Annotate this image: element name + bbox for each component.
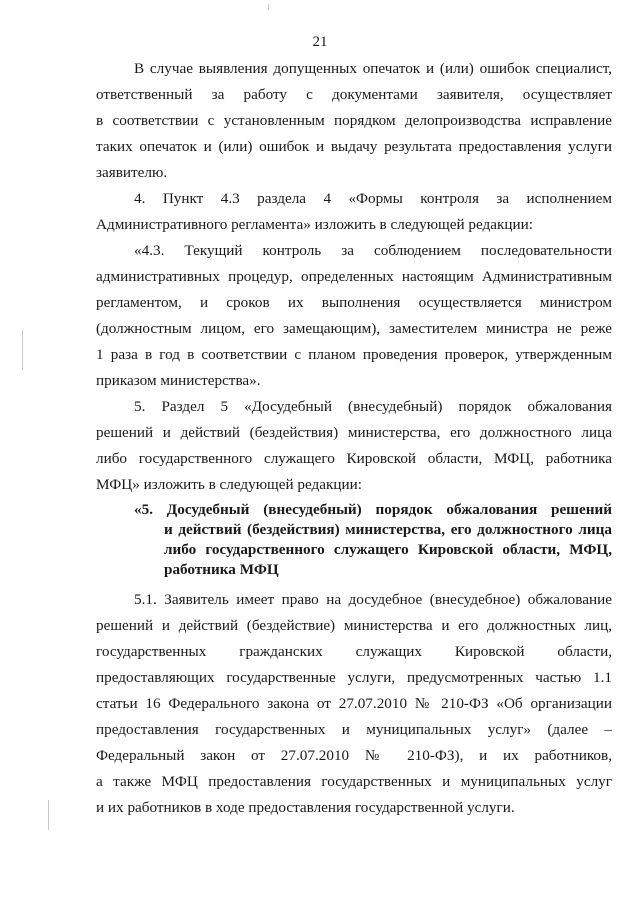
text-line: а также МФЦ предоставления государственных и муниципальных услуг [96,773,612,790]
text-line: МФЦ» изложить в следующей редакции: [96,476,363,493]
text-line: предоставления государственных и муниципальных услуг» (далее – [96,721,612,738]
section-heading: и действий (бездействия) министерства, его должностного лица [164,521,612,538]
text-line: таких опечаток и (или) ошибок и выдачу результата предоставления услуги [96,138,612,155]
scan-mark [268,4,269,10]
text-line: и их работников в ходе предоставления государственной услуги. [96,799,515,816]
text-line: 4. Пункт 4.3 раздела 4 «Формы контроля за исполнением [134,190,612,207]
text-line: Административного регламента» изложить в следующей редакции: [96,216,533,233]
text-line: в соответствии с установленным порядком делопроизводства исправление [96,112,612,129]
scan-mark [22,330,23,370]
section-heading: либо государственного служащего Кировской области, МФЦ, [164,541,612,558]
text-line: В случае выявления допущенных опечаток и (или) ошибок специалист, [134,60,612,77]
scan-mark [48,800,49,830]
text-line: Федеральный закон от 27.07.2010 № 210-ФЗ), и их работников, [96,747,612,764]
text-line: 5. Раздел 5 «Досудебный (внесудебный) порядок обжалования [134,398,612,415]
text-line: решений и действий (бездействие) министерства и его должностных лиц, [96,617,612,634]
text-line: решений и действий (бездействия) министерства, его должностного лица [96,424,612,441]
text-line: приказом министерства». [96,372,261,389]
text-line: регламентом, и сроков их выполнения осуществляется министром [96,294,612,311]
text-line: 5.1. Заявитель имеет право на досудебное (внесудебное) обжалование [134,591,612,608]
section-heading: работника МФЦ [164,561,279,578]
text-line: государственных гражданских служащих Кировской области, [96,643,612,660]
text-line: статьи 16 Федерального закона от 27.07.2010 № 210-ФЗ «Об организации [96,695,612,712]
text-line: «4.3. Текущий контроль за соблюдением последовательности [134,242,612,259]
text-line: ответственный за работу с документами заявителя, осуществляет [96,86,612,103]
text-line: административных процедур, определенных настоящим Административным [96,268,612,285]
text-line: заявителю. [96,164,168,181]
page-number: 21 [312,34,328,50]
section-heading: «5. Досудебный (внесудебный) порядок обжалования решений [134,501,612,518]
text-line: (должностным лицом, его замещающим), заместителем министра не реже [96,320,612,337]
text-line: 1 раза в год в соответствии с планом проведения проверок, утвержденным [96,346,612,363]
text-line: предоставляющих государственные услуги, предусмотренных частью 1.1 [96,669,612,686]
text-line: либо государственного служащего Кировской области, МФЦ, работника [96,450,612,467]
